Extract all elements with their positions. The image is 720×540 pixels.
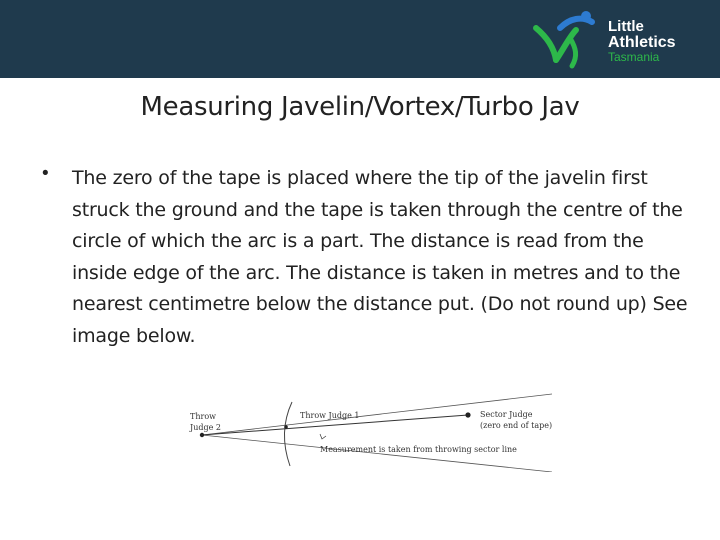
throw-judge-1-point — [284, 425, 288, 429]
logo-wordmark — [608, 19, 676, 63]
sector-judge-label: Sector Judge — [480, 410, 533, 419]
throw-judge-2-label-line2: Judge 2 — [190, 423, 221, 432]
bullet-text: The zero of the tape is placed where the tip of the javelin first struck the ground and the tape is taken through the centre of the circle of which the arc is a part. The distance is read from the inside edge of the arc. The distance is taken in metres and to the nearest centimetre below the distance put. (Do not round up) See image below. — [72, 167, 688, 347]
throw-judge-1-label: Throw Judge 1 — [300, 411, 360, 420]
measurement-note: Measurement is taken from throwing sector line — [320, 445, 517, 454]
logo-line-tasmania: Tasmania — [608, 50, 660, 64]
slide-title: Measuring Javelin/Vortex/Turbo Jav — [140, 92, 580, 122]
bullet-dot-icon: • — [42, 163, 49, 184]
athlete-figure-icon — [526, 8, 606, 72]
throw-judge-2-point — [200, 433, 204, 437]
sector-judge-note: (zero end of tape) — [480, 421, 553, 430]
throwing-arc — [284, 402, 292, 466]
sector-judge-point — [465, 412, 470, 417]
measurement-diagram — [180, 392, 560, 472]
header-bar — [0, 0, 720, 78]
logo-line-athletics: Athletics — [608, 34, 676, 51]
little-athletics-logo — [526, 8, 716, 72]
measurement-arrow-icon — [320, 434, 326, 439]
logo-line-little: Little — [608, 18, 644, 35]
throw-judge-2-label-line1: Throw — [190, 412, 216, 421]
